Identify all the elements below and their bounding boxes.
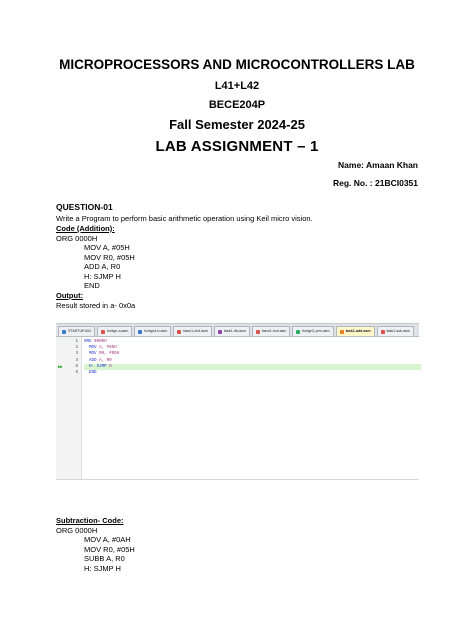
- course-code: BECE204P: [208, 99, 266, 111]
- file-icon: [381, 330, 385, 334]
- code-line: MOV R0, #05H: [84, 544, 135, 554]
- code-keyword: ORG: [84, 340, 92, 344]
- editor-tab[interactable]: [97, 326, 132, 336]
- line-number-gutter: [56, 337, 82, 479]
- output-heading: Output:: [56, 291, 84, 300]
- line-number: 3: [75, 352, 78, 357]
- lab-title: MICROPROCESSORS AND MICROCONTROLLERS LAB: [59, 57, 415, 72]
- current-line-arrow-icon: ▸▸: [58, 363, 63, 369]
- editor-tab[interactable]: [173, 326, 212, 336]
- code-keyword: MOV: [89, 352, 97, 357]
- code-keyword: H: SJMP: [89, 364, 107, 369]
- slot-label: L41+L42: [214, 80, 260, 92]
- addition-code-block: [84, 243, 135, 291]
- editor-tab[interactable]: [134, 326, 171, 336]
- editor-tab[interactable]: [377, 326, 414, 336]
- file-icon: [256, 330, 260, 334]
- editor-tab[interactable]: [336, 326, 375, 336]
- code-operands: A, R0: [96, 358, 112, 363]
- code-area: [82, 337, 419, 479]
- subtraction-code-heading: Subtraction- Code:: [56, 516, 124, 525]
- editor-code-line: [84, 370, 97, 376]
- question-heading: QUESTION-01: [56, 202, 113, 212]
- editor-tab[interactable]: [214, 326, 250, 336]
- editor-tab-label: STARTUP.A51: [68, 329, 92, 333]
- student-name: Name: Amaan Khan: [338, 160, 418, 170]
- code-line: MOV A, #05H: [84, 243, 130, 252]
- editor-tab-label: fasm1-dvd.asm: [183, 329, 208, 333]
- file-icon: [177, 330, 181, 334]
- registration-number: Reg. No. : 21BCI0351: [332, 178, 418, 188]
- editor-tab[interactable]: [292, 326, 333, 336]
- code-keyword: END: [89, 371, 97, 375]
- code-operands: A, #05H: [96, 346, 117, 351]
- editor-tab-label: funtgn4-b.asm: [144, 329, 168, 333]
- code-line: MOV R0, #05H: [84, 252, 135, 262]
- code-line: SUBB A, R0: [84, 554, 125, 564]
- code-line: H: SJMP H: [84, 271, 121, 281]
- file-icon: [340, 330, 344, 334]
- file-icon: [62, 330, 66, 334]
- code-operands: 0000H: [91, 340, 107, 344]
- file-icon: [218, 330, 222, 334]
- semester-label: Fall Semester 2024-25: [169, 117, 305, 132]
- editor-tab[interactable]: [58, 326, 95, 336]
- file-icon: [138, 330, 142, 334]
- editor-tab-bar: [56, 324, 419, 337]
- file-icon: [101, 330, 105, 334]
- editor-tab-label: funtgn-a.asm: [107, 329, 129, 333]
- assignment-title: LAB ASSIGNMENT – 1: [155, 138, 319, 155]
- code-operands: R0, #05H: [96, 352, 120, 357]
- code-line: H: SJMP H: [84, 563, 121, 573]
- output-text: Result stored in a- 0x0a: [56, 301, 136, 310]
- line-number: 4: [75, 358, 78, 363]
- editor-tab-label: fasm1-mul.asm: [261, 329, 287, 333]
- code-keyword: MOV: [89, 346, 97, 351]
- code-org-line: ORG 0000H: [56, 234, 98, 243]
- line-number: 5: [75, 364, 78, 369]
- editor-tab-label: fask1-div.asm: [223, 329, 246, 333]
- code-line: MOV A, #0AH: [84, 535, 131, 544]
- code-line: ADD A, R0: [84, 262, 121, 272]
- line-number: 1: [75, 340, 78, 344]
- code-line: END: [84, 281, 100, 291]
- editor-tab[interactable]: [252, 326, 291, 336]
- question-statement: Write a Program to perform basic arithmetic operation using Keil micro vision.: [56, 214, 313, 223]
- editor-tab-label: fask1-sub.asm: [386, 329, 410, 333]
- file-icon: [296, 330, 300, 334]
- line-number: 6: [75, 371, 78, 375]
- editor-tab-label: funtgn2-prm.asm: [302, 329, 330, 333]
- keil-editor-screenshot: [56, 323, 419, 480]
- editor-tab-label: task1-add.asm: [345, 329, 371, 333]
- subtraction-code-block: [84, 535, 135, 573]
- editor-code-line: [84, 364, 421, 370]
- code-keyword: ADD: [89, 358, 97, 363]
- line-number: 2: [75, 346, 78, 351]
- code-operands: H: [106, 364, 112, 369]
- subtraction-org-line: ORG 0000H: [56, 526, 98, 535]
- code-addition-heading: Code (Addition):: [56, 224, 115, 233]
